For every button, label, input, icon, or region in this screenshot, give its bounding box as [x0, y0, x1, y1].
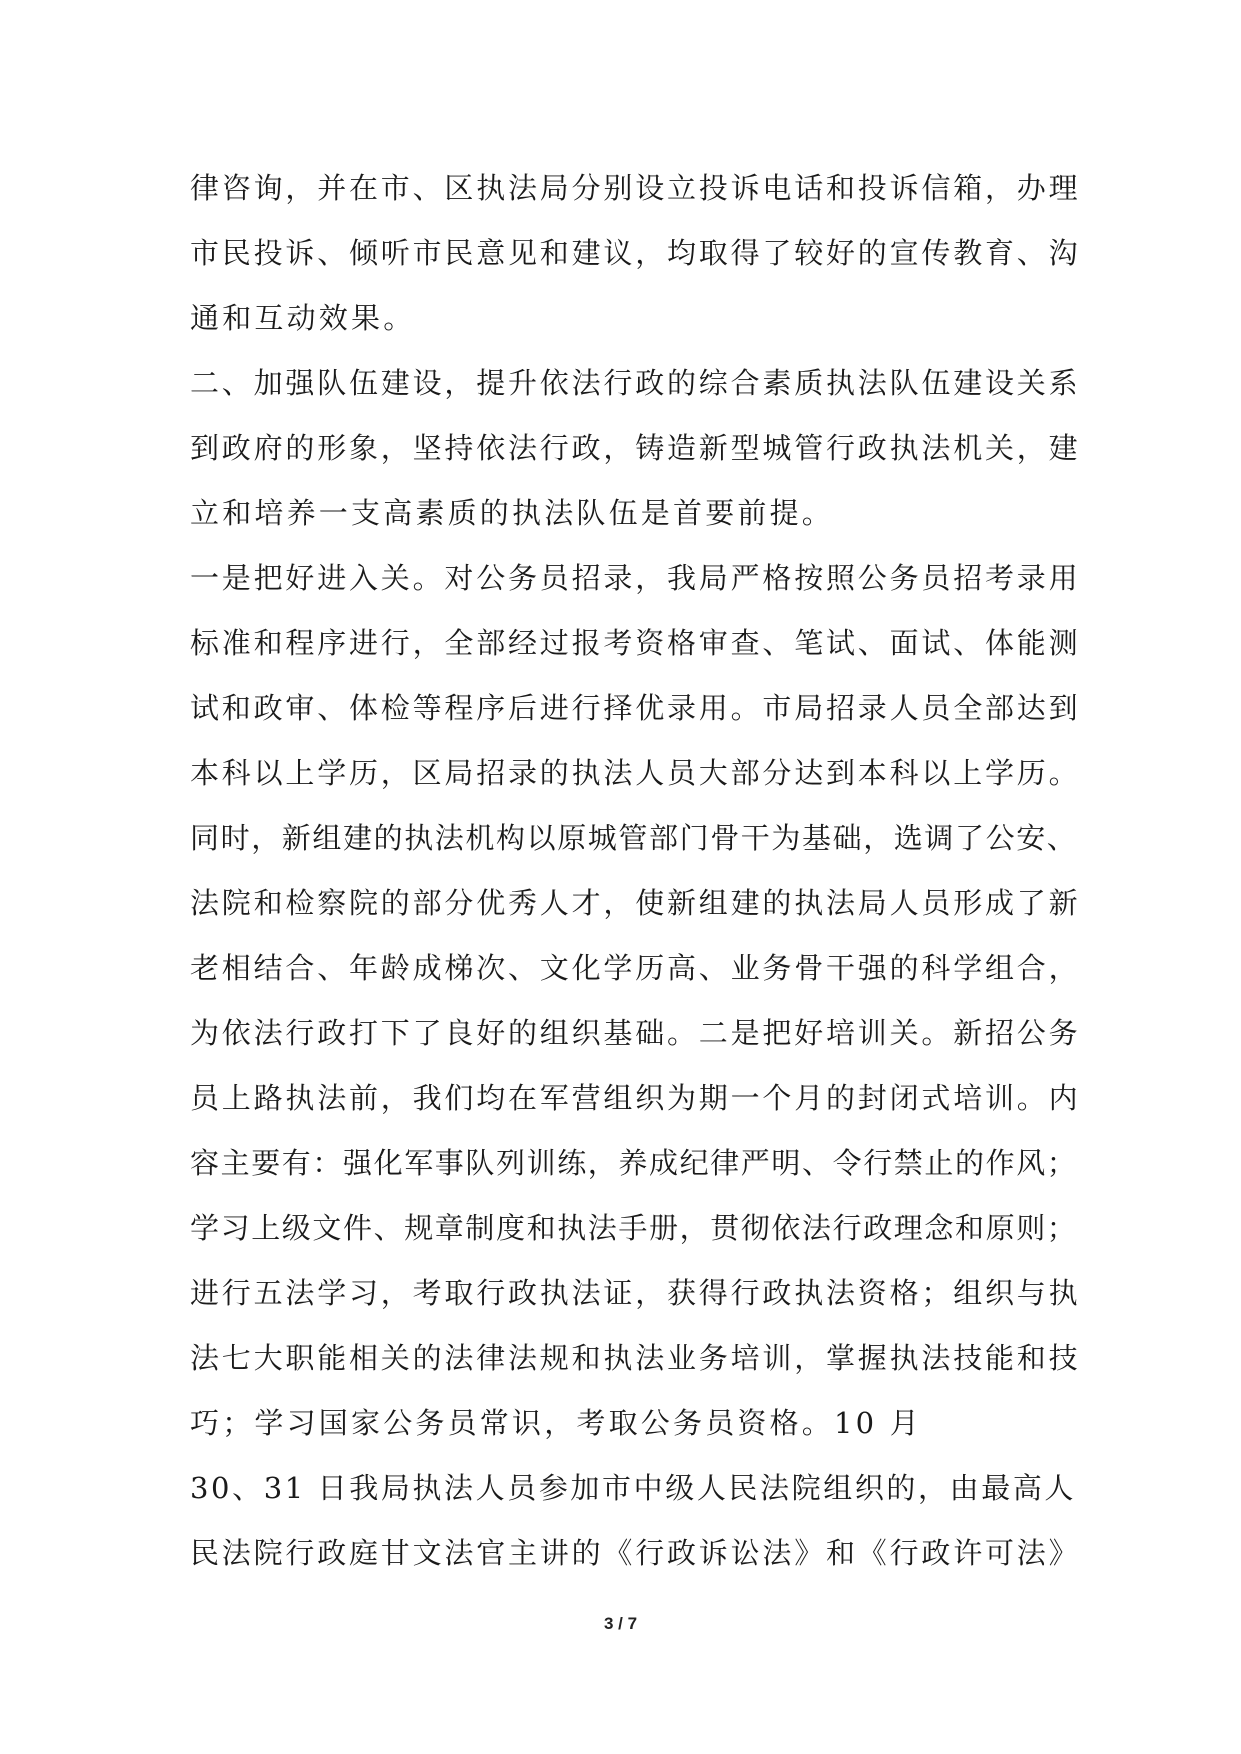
text-line: 学习上级文件、规章制度和执法手册，贯彻依法行政理念和原则；	[190, 1211, 1078, 1245]
text-line: 律咨询，并在市、区执法局分别设立投诉电话和投诉信箱，办理	[190, 171, 1081, 205]
text-line: 巧；学习国家公务员常识，考取公务员资格。10 月	[190, 1406, 922, 1440]
text-line: 二、加强队伍建设，提升依法行政的综合素质执法队伍建设关系	[190, 366, 1081, 400]
text-line: 市民投诉、倾听市民意见和建议，均取得了较好的宣传教育、沟	[190, 236, 1081, 270]
page-number: 3 / 7	[603, 1614, 638, 1633]
text-line: 试和政审、体检等程序后进行择优录用。市局招录人员全部达到	[190, 691, 1081, 725]
text-line: 容主要有：强化军事队列训练，养成纪律严明、令行禁止的作风；	[190, 1146, 1078, 1180]
text-line: 通和互动效果。	[190, 301, 416, 335]
body-text	[190, 156, 1080, 1586]
text-line: 民法院行政庭甘文法官主讲的《行政诉讼法》和《行政许可法》	[190, 1536, 1081, 1570]
text-line: 标准和程序进行，全部经过报考资格审查、笔试、面试、体能测	[190, 626, 1081, 660]
text-line: 员上路执法前，我们均在军营组织为期一个月的封闭式培训。内	[190, 1081, 1081, 1115]
text-line: 进行五法学习，考取行政执法证，获得行政执法资格；组织与执	[190, 1276, 1081, 1310]
text-line: 法七大职能相关的法律法规和执法业务培训，掌握执法技能和技	[190, 1341, 1081, 1375]
text-line: 法院和检察院的部分优秀人才，使新组建的执法局人员形成了新	[190, 886, 1081, 920]
text-line: 本科以上学历，区局招录的执法人员大部分达到本科以上学历。	[190, 756, 1081, 790]
text-line: 到政府的形象，坚持依法行政，铸造新型城管行政执法机关，建	[190, 431, 1081, 465]
text-line: 老相结合、年龄成梯次、文化学历高、业务骨干强的科学组合，	[190, 951, 1081, 985]
text-line: 一是把好进入关。对公务员招录，我局严格按照公务员招考录用	[190, 561, 1081, 595]
text-line: 为依法行政打下了良好的组织基础。二是把好培训关。新招公务	[190, 1016, 1081, 1050]
text-line: 同时，新组建的执法机构以原城管部门骨干为基础，选调了公安、	[190, 821, 1078, 855]
text-line: 立和培养一支高素质的执法队伍是首要前提。	[190, 496, 835, 530]
text-line: 30、31 日我局执法人员参加市中级人民法院组织的，由最高人	[190, 1471, 1077, 1505]
